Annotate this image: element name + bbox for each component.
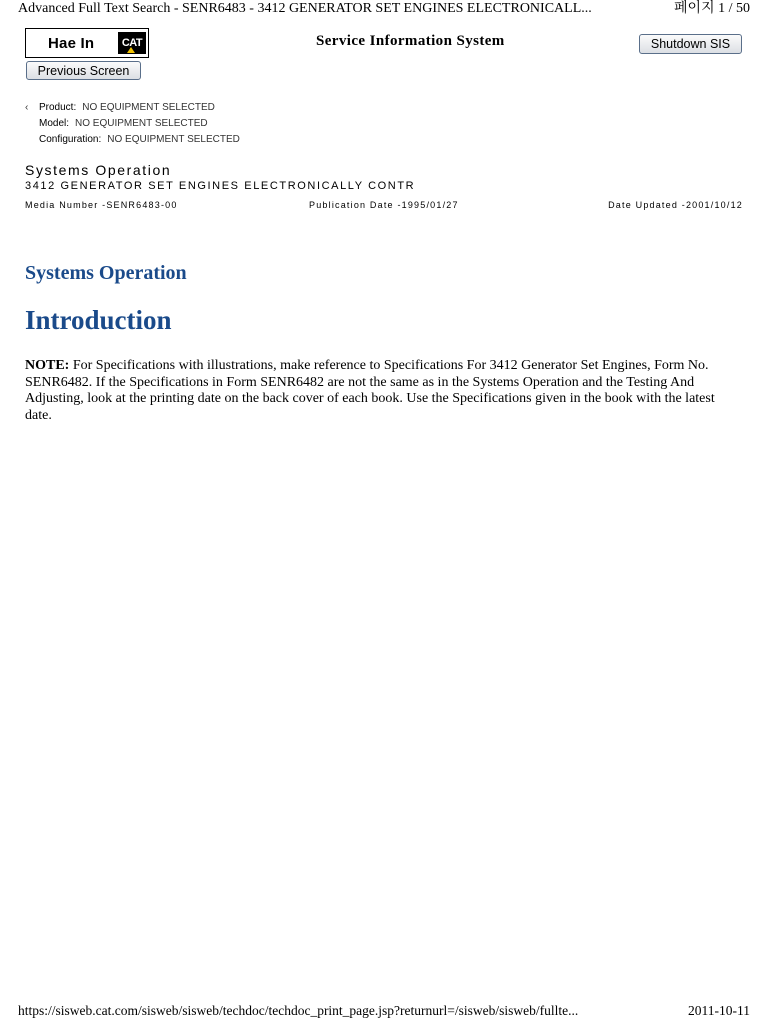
configuration-row [25,132,240,148]
document-header [25,162,743,210]
app-title: Service Information System [316,33,505,49]
configuration-label: Configuration: [39,134,102,145]
print-footer-url: https://sisweb.cat.com/sisweb/sisweb/techdoc/techdoc_print_page.jsp?returnurl=/sisweb/sisweb/fullte... [18,1003,579,1018]
note-text: For Specifications with illustrations, make reference to Specifications For 3412 Generator Set Engines, Form No. SENR6482. If the Specifications in Form SENR6482 are not the same as in the Systems Operation and the Testing And Adjusting, look at the printing date on the back cover of each book. Use the Specifications given in the book with the latest date. [25,358,715,423]
document-meta [25,200,743,212]
print-header-pager: 페이지 1 / 50 [674,1,750,16]
cat-logo-triangle-icon [127,47,135,53]
back-arrow-icon[interactable]: ‹︎ [25,102,29,113]
product-label: Product: [39,102,77,113]
product-value: NO EQUIPMENT SELECTED [82,102,215,113]
user-logo-box [25,28,149,58]
print-footer [0,1002,768,1022]
model-label: Model: [39,118,70,129]
page-title: Introduction [25,305,172,335]
media-number: Media Number -SENR6483-00 [25,200,178,210]
document-section: Systems Operation [25,162,172,178]
document-subtitle: 3412 GENERATOR SET ENGINES ELECTRONICALLY CONTR [25,180,416,192]
configuration-value: NO EQUIPMENT SELECTED [107,134,240,145]
publication-date: Publication Date -1995/01/27 [309,200,459,210]
print-footer-date: 2011-10-11 [688,1003,750,1018]
note-label: NOTE: [25,358,70,373]
note-paragraph [25,358,743,424]
print-header [0,0,768,20]
shutdown-sis-button[interactable]: Shutdown SIS [639,34,742,54]
print-header-title: Advanced Full Text Search - SENR6483 - 3412 GENERATOR SET ENGINES ELECTRONICALL... [18,1,592,16]
model-row [25,116,240,132]
date-updated: Date Updated -2001/10/12 [608,200,743,210]
previous-screen-button[interactable]: Previous Screen [26,61,141,80]
section-heading: Systems Operation [25,262,187,284]
equipment-info [25,100,240,148]
cat-logo-text: CAT [121,37,143,49]
model-value: NO EQUIPMENT SELECTED [75,118,208,129]
cat-logo [118,32,146,54]
product-row [25,100,240,116]
user-name: Hae In [48,35,95,52]
